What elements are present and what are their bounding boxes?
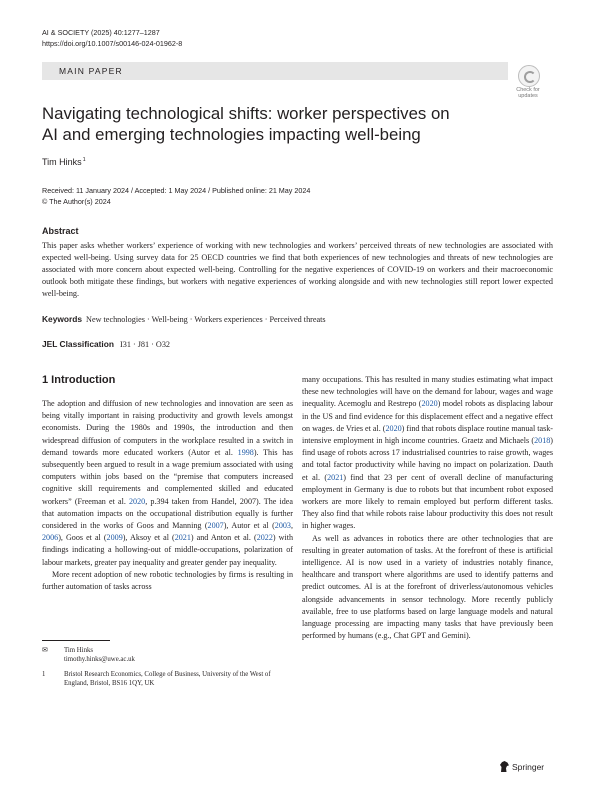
- abstract-heading: Abstract: [42, 226, 79, 236]
- corresponding-author: Tim Hinks: [64, 647, 94, 654]
- citation-link[interactable]: 2018: [534, 436, 551, 446]
- citation-link[interactable]: 1998: [237, 447, 254, 457]
- jel-label: JEL Classification: [42, 339, 114, 349]
- section-heading: 1 Introduction: [42, 374, 116, 386]
- keywords-label: Keywords: [42, 314, 83, 324]
- citation-link[interactable]: 2006: [42, 533, 59, 543]
- article-type-label: MAIN PAPER: [59, 66, 123, 76]
- citation-link[interactable]: 2022: [256, 533, 273, 543]
- abstract-text: This paper asks whether workers’ experience of working with new technologies and workers’ perceived threats of new technologies are associated with expected well-being. Using survey data for 25 OECD countries we find that both experiences of new technologies and threats of new technologies are associated with more concern about expected well-being. Controlling for the negative experiences of COVID-19 on workers and their macroeconomic outlook both mitigate these findings, but workers with negative experiences of working alongside and with new technologies still report lower expected well-being.: [42, 241, 553, 298]
- doi-link[interactable]: https://doi.org/10.1007/s00146-024-01962-8: [42, 39, 183, 48]
- intro-paragraph-4: As well as advances in robotics there are other technologies that are resulting in greater automation of tasks. At the forefront of these is artificial intelligence. AI is now used in a variety of industries notably finance, healthcare and transport where algorithms are used to identify patterns and predict outcomes. AI is at the forefront of driverless/autonomous vehicles alongside advancements in sensor technology. More recently publicly available, free to use platforms based on large language models and natural language processing are impacting many tasks that have previously been performed by humans (e.g., Chat GPT and Gemini).: [302, 533, 553, 641]
- affiliation-footnote: [42, 670, 272, 688]
- author-affiliation-mark: 1: [82, 157, 86, 163]
- article-type-badge: [42, 62, 508, 80]
- citation-link[interactable]: 2020: [129, 496, 146, 506]
- refresh-icon: [518, 65, 540, 87]
- keywords: [42, 314, 326, 324]
- paper-title: Navigating technological shifts: worker perspectives on AI and emerging technologies impacting well-being: [42, 104, 450, 144]
- intro-paragraph-1: The adoption and diffusion of new technologies and innovation are seen as being vitally important in raising productivity and growth levels amongst economists. During the 1980s and 1990s, the introduction and then widespread diffusion of computers in the workplace resulted in a switch in demand towards more educated workers (Autor et al. 1998). This has subsequently been argued to result in a wage premium associated with using computers within jobs based on the “premise that computers increased cognitive skill requirements and complemented skilled and educated workers” (Freeman et al. 2020, p.394 taken from Handel, 2007). The idea that automation impacts on the occupational distribution equally is further considered in the works of Goos and Manning (2007), Autor et al (2003, 2006), Goos et al (2009), Aksoy et al (2021) and Anton et al. (2022) with findings indicating a hollowing-out of middle-occupations, polarization of labour markets, greater pay inequality and greater gender pay inequality.: [42, 399, 294, 567]
- citation-link[interactable]: 2007: [207, 521, 224, 531]
- intro-paragraph-3: many occupations. This has resulted in many studies estimating what impact these new technologies will have on the demand for labour, wages and wage inequality. Acemoglu and Restrepo (2020) model robots as displacing labour in the US and find evidence for this displacement effect and a negative effect on wages. de Vries et al. (2020) find that robots displace routine manual task-intensive employment in high income countries. Graetz and Michaels (2018) find usage of robots across 17 industrialised countries to raise growth, wages and total factor productivity while having no impact on polarization. Dauth et al. (2021) find that 23 per cent of overall decline of manufacturing employment in Germany is due to robots but that incumbent robot exposed workers are more likely to remain employed but perform different tasks. They also find that while robots raise labour productivity this does not result in higher wages.: [302, 375, 553, 531]
- publication-dates: [42, 186, 310, 207]
- body-column-left: [42, 398, 293, 593]
- citation-link[interactable]: 2003: [274, 521, 291, 531]
- dates-line: Received: 11 January 2024 / Accepted: 1 May 2024 / Published online: 21 May 2024: [42, 186, 311, 195]
- author-email-link[interactable]: timothy.hinks@uwe.ac.uk: [64, 656, 135, 663]
- check-updates-line1: Check for: [516, 87, 540, 93]
- jel-classification: [42, 339, 170, 349]
- citation-link[interactable]: 2020: [421, 399, 438, 409]
- publisher-name: Springer: [512, 761, 545, 772]
- affiliation-mark: 1: [42, 671, 46, 678]
- footnote-divider: [42, 640, 110, 641]
- citation-link[interactable]: 2021: [327, 472, 344, 482]
- journal-header: [42, 27, 182, 49]
- springer-horse-icon: [499, 761, 509, 772]
- intro-paragraph-2: More recent adoption of new robotic technologies by firms is resulting in further automation of tasks across: [42, 569, 293, 592]
- check-updates-line2: updates: [518, 93, 538, 99]
- envelope-icon: ✉: [42, 647, 48, 654]
- correspondence-footnote: [42, 646, 135, 664]
- jel-codes: I31 · J81 · O32: [120, 340, 171, 349]
- citation-link[interactable]: 2020: [385, 423, 402, 433]
- copyright-line: © The Author(s) 2024: [42, 196, 111, 206]
- citation-link[interactable]: 2021: [174, 533, 191, 543]
- publisher-logo: [499, 761, 544, 772]
- keywords-list: New technologies · Well-being · Workers experiences · Perceived threats: [86, 315, 326, 324]
- author-name[interactable]: Tim Hinks: [42, 157, 82, 167]
- journal-citation: AI & SOCIETY (2025) 40:1277–1287: [42, 28, 160, 37]
- check-for-updates-button[interactable]: [512, 65, 544, 103]
- citation-link[interactable]: 2009: [106, 533, 123, 543]
- body-column-right: [302, 374, 553, 642]
- affiliation-text: Bristol Research Economics, College of Business, University of the West of England, Bristol, BS16 1QY, UK: [64, 671, 271, 687]
- author-line: [42, 157, 86, 167]
